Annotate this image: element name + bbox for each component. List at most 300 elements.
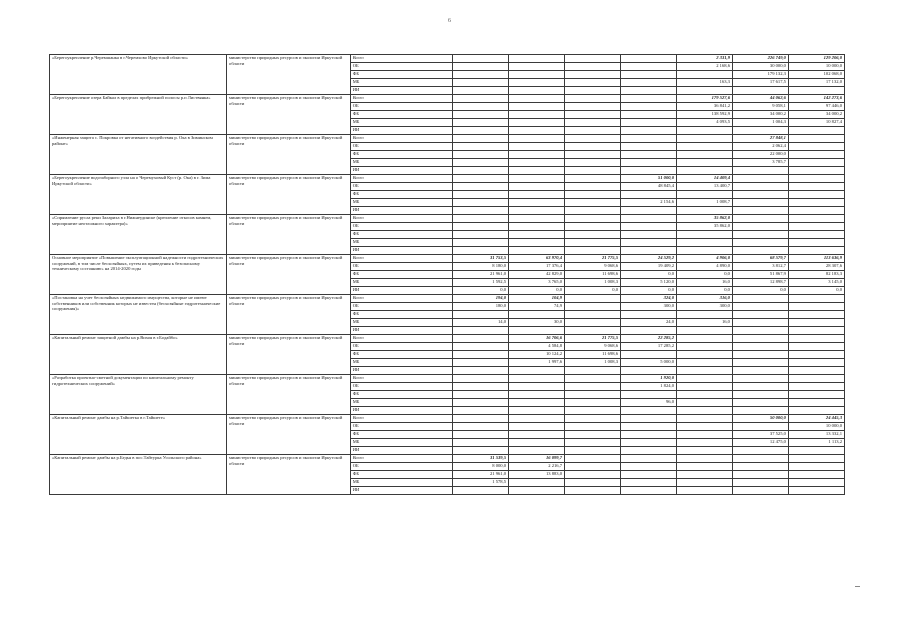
year-amount: 324,0 bbox=[621, 295, 677, 303]
funding-source: Всего bbox=[350, 375, 452, 383]
year-amount: 21 775,5 bbox=[565, 335, 621, 343]
year-amount: 0,0 bbox=[621, 287, 677, 295]
year-amount bbox=[677, 375, 733, 383]
year-amount: 30,0 bbox=[509, 319, 565, 327]
year-amount: 17 132,0 bbox=[788, 79, 844, 87]
funding-source: ОБ bbox=[350, 423, 452, 431]
year-amount bbox=[565, 111, 621, 119]
year-amount bbox=[621, 471, 677, 479]
year-amount: 17 617,5 bbox=[732, 79, 788, 87]
year-amount: 36 841,2 bbox=[677, 103, 733, 111]
measure-name: «Инженерная защита с. Покровка от негативного воздействия р. Ока в Зиминском районе» bbox=[50, 135, 227, 175]
table-row bbox=[50, 335, 845, 343]
year-amount: 9 058,1 bbox=[732, 103, 788, 111]
year-amount bbox=[788, 375, 844, 383]
year-amount bbox=[621, 111, 677, 119]
year-amount: 24 445,3 bbox=[788, 415, 844, 423]
responsible-executor: министерство природных ресурсов и экологии Иркутской области bbox=[227, 215, 351, 255]
year-amount bbox=[788, 231, 844, 239]
year-amount: 4 906,0 bbox=[677, 255, 733, 263]
year-amount: 96,0 bbox=[621, 399, 677, 407]
year-amount bbox=[565, 415, 621, 423]
table-row bbox=[50, 455, 845, 463]
year-amount bbox=[453, 391, 509, 399]
year-amount bbox=[788, 383, 844, 391]
page-number: 6 bbox=[448, 18, 451, 24]
funding-source: ИИ bbox=[350, 367, 452, 375]
year-amount: 31 753,5 bbox=[453, 255, 509, 263]
year-amount bbox=[677, 439, 733, 447]
year-amount: 3 765,0 bbox=[509, 279, 565, 287]
year-amount: 5 120,0 bbox=[621, 279, 677, 287]
year-amount bbox=[565, 447, 621, 455]
year-amount: 27 848,1 bbox=[732, 135, 788, 143]
year-amount bbox=[621, 407, 677, 415]
year-amount bbox=[788, 479, 844, 487]
year-amount: 2 216,7 bbox=[509, 463, 565, 471]
year-amount: 113 636,9 bbox=[788, 255, 844, 263]
year-amount bbox=[509, 239, 565, 247]
year-amount: 17 376,4 bbox=[509, 263, 565, 271]
year-amount bbox=[453, 407, 509, 415]
year-amount bbox=[565, 455, 621, 463]
year-amount: 0,0 bbox=[453, 287, 509, 295]
year-amount: 179 527,6 bbox=[677, 95, 733, 103]
year-amount bbox=[732, 199, 788, 207]
year-amount bbox=[621, 167, 677, 175]
table-row bbox=[50, 295, 845, 303]
year-amount: 16 706,6 bbox=[509, 335, 565, 343]
responsible-executor: министерство природных ресурсов и экологии Иркутской области bbox=[227, 375, 351, 415]
year-amount bbox=[621, 215, 677, 223]
year-amount bbox=[788, 175, 844, 183]
funding-source: Всего bbox=[350, 295, 452, 303]
year-amount: 1 113,2 bbox=[788, 439, 844, 447]
year-amount bbox=[732, 191, 788, 199]
year-amount bbox=[788, 407, 844, 415]
year-amount bbox=[453, 399, 509, 407]
funding-source: ИИ bbox=[350, 287, 452, 295]
year-amount bbox=[621, 63, 677, 71]
year-amount bbox=[453, 71, 509, 79]
year-amount bbox=[621, 95, 677, 103]
year-amount bbox=[788, 127, 844, 135]
year-amount: 16,0 bbox=[677, 279, 733, 287]
year-amount bbox=[732, 223, 788, 231]
year-amount bbox=[732, 367, 788, 375]
year-amount: 34 000,2 bbox=[732, 111, 788, 119]
year-amount bbox=[453, 383, 509, 391]
year-amount bbox=[565, 391, 621, 399]
year-amount bbox=[621, 327, 677, 335]
year-amount bbox=[565, 175, 621, 183]
year-amount bbox=[677, 167, 733, 175]
year-amount bbox=[565, 367, 621, 375]
year-amount: 4 584,8 bbox=[509, 343, 565, 351]
year-amount bbox=[788, 247, 844, 255]
year-amount: 4 093,5 bbox=[677, 119, 733, 127]
year-amount bbox=[509, 479, 565, 487]
year-amount bbox=[565, 87, 621, 95]
year-amount: 17 285,2 bbox=[621, 343, 677, 351]
funding-source: ФБ bbox=[350, 191, 452, 199]
year-amount bbox=[509, 159, 565, 167]
measure-name: «Постановка на учет бесхозяйных недвижимого имущества, которые не имеют собственников или собственник которых не известен (бесхозяйные гидротехнические сооружения)» bbox=[50, 295, 227, 335]
year-amount bbox=[509, 71, 565, 79]
year-amount bbox=[565, 79, 621, 87]
year-amount bbox=[509, 111, 565, 119]
year-amount bbox=[621, 151, 677, 159]
year-amount bbox=[677, 343, 733, 351]
measure-name: «Капитальный ремонт дамбы на р.Тайшетка в г.Тайшете» bbox=[50, 415, 227, 455]
year-amount bbox=[453, 415, 509, 423]
year-amount bbox=[788, 239, 844, 247]
year-amount bbox=[565, 143, 621, 151]
year-amount bbox=[453, 335, 509, 343]
year-amount: 2 168,6 bbox=[677, 63, 733, 71]
year-amount: 3 145,0 bbox=[788, 279, 844, 287]
year-amount bbox=[565, 311, 621, 319]
table-row bbox=[50, 135, 845, 143]
responsible-executor: министерство природных ресурсов и экологии Иркутской области bbox=[227, 95, 351, 135]
year-amount bbox=[788, 135, 844, 143]
year-amount bbox=[565, 207, 621, 215]
year-amount bbox=[788, 399, 844, 407]
year-amount: 0,0 bbox=[621, 271, 677, 279]
funding-source: ИИ bbox=[350, 247, 452, 255]
year-amount bbox=[509, 135, 565, 143]
funding-source: ФБ bbox=[350, 71, 452, 79]
year-amount bbox=[565, 295, 621, 303]
year-amount: 1 008,3 bbox=[565, 359, 621, 367]
year-amount bbox=[509, 103, 565, 111]
funding-source: Всего bbox=[350, 455, 452, 463]
year-amount bbox=[565, 55, 621, 63]
year-amount bbox=[565, 63, 621, 71]
year-amount bbox=[453, 375, 509, 383]
year-amount bbox=[509, 63, 565, 71]
year-amount: 1 578,5 bbox=[453, 479, 509, 487]
year-amount: 142 273,6 bbox=[788, 95, 844, 103]
year-amount: 14,0 bbox=[453, 319, 509, 327]
year-amount: 34 000,2 bbox=[788, 111, 844, 119]
year-amount bbox=[788, 87, 844, 95]
funding-source: ОБ bbox=[350, 383, 452, 391]
funding-source: МБ bbox=[350, 199, 452, 207]
year-amount bbox=[677, 151, 733, 159]
year-amount bbox=[565, 319, 621, 327]
year-amount: 37 525,0 bbox=[732, 431, 788, 439]
year-amount bbox=[453, 231, 509, 239]
year-amount bbox=[509, 407, 565, 415]
year-amount: 8 180,0 bbox=[453, 263, 509, 271]
year-amount bbox=[788, 359, 844, 367]
year-amount bbox=[565, 399, 621, 407]
year-amount bbox=[677, 471, 733, 479]
funding-source: МБ bbox=[350, 319, 452, 327]
measure-name: «Берегоукрепление озера Байкал в пределах прибрежной полосы р.п Листвянка» bbox=[50, 95, 227, 135]
year-amount: 13 400,7 bbox=[677, 183, 733, 191]
year-amount bbox=[621, 143, 677, 151]
year-amount: 13 883,0 bbox=[509, 471, 565, 479]
year-amount bbox=[621, 247, 677, 255]
year-amount bbox=[677, 431, 733, 439]
year-amount bbox=[565, 303, 621, 311]
year-amount bbox=[732, 391, 788, 399]
funding-source: ИИ bbox=[350, 207, 452, 215]
year-amount bbox=[565, 127, 621, 135]
year-amount: 0,0 bbox=[677, 287, 733, 295]
year-amount bbox=[565, 71, 621, 79]
year-amount: 9 068,6 bbox=[565, 343, 621, 351]
year-amount bbox=[565, 151, 621, 159]
year-amount bbox=[677, 191, 733, 199]
funding-source: Всего bbox=[350, 95, 452, 103]
year-amount bbox=[453, 239, 509, 247]
year-amount bbox=[565, 239, 621, 247]
year-amount bbox=[677, 479, 733, 487]
year-amount bbox=[509, 143, 565, 151]
funding-source: ФБ bbox=[350, 431, 452, 439]
year-amount bbox=[621, 455, 677, 463]
year-amount: 2 154,6 bbox=[621, 199, 677, 207]
year-amount bbox=[677, 447, 733, 455]
year-amount bbox=[621, 487, 677, 495]
year-amount bbox=[509, 151, 565, 159]
year-amount bbox=[509, 223, 565, 231]
year-amount bbox=[677, 367, 733, 375]
funding-source: МБ bbox=[350, 239, 452, 247]
year-amount bbox=[509, 167, 565, 175]
year-amount bbox=[788, 311, 844, 319]
year-amount bbox=[677, 87, 733, 95]
year-amount bbox=[453, 247, 509, 255]
year-amount bbox=[509, 327, 565, 335]
year-amount bbox=[621, 71, 677, 79]
year-amount: 163,3 bbox=[677, 79, 733, 87]
year-amount bbox=[453, 119, 509, 127]
year-amount bbox=[509, 247, 565, 255]
year-amount bbox=[621, 79, 677, 87]
year-amount bbox=[788, 159, 844, 167]
year-amount bbox=[677, 463, 733, 471]
year-amount bbox=[621, 159, 677, 167]
funding-source: ФБ bbox=[350, 271, 452, 279]
year-amount bbox=[509, 383, 565, 391]
year-amount: 2 331,9 bbox=[677, 55, 733, 63]
year-amount bbox=[677, 391, 733, 399]
year-amount bbox=[453, 439, 509, 447]
funding-source: МБ bbox=[350, 279, 452, 287]
year-amount bbox=[788, 223, 844, 231]
funding-source: МБ bbox=[350, 439, 452, 447]
year-amount: 82 183,3 bbox=[788, 271, 844, 279]
year-amount bbox=[509, 175, 565, 183]
year-amount bbox=[621, 391, 677, 399]
year-amount bbox=[621, 207, 677, 215]
year-amount: 24 529,2 bbox=[621, 255, 677, 263]
year-amount: 30 000,0 bbox=[732, 63, 788, 71]
year-amount: 35 862,0 bbox=[677, 215, 733, 223]
funding-source: ФБ bbox=[350, 311, 452, 319]
year-amount bbox=[509, 191, 565, 199]
year-amount bbox=[677, 423, 733, 431]
year-amount bbox=[453, 167, 509, 175]
table-body bbox=[50, 55, 845, 495]
scan-mark bbox=[855, 586, 860, 587]
year-amount bbox=[677, 359, 733, 367]
year-amount bbox=[621, 119, 677, 127]
year-amount: 42 829,0 bbox=[509, 271, 565, 279]
year-amount bbox=[788, 447, 844, 455]
funding-source: Всего bbox=[350, 215, 452, 223]
year-amount bbox=[621, 191, 677, 199]
year-amount bbox=[453, 95, 509, 103]
year-amount bbox=[677, 231, 733, 239]
responsible-executor: министерство природных ресурсов и экологии Иркутской области bbox=[227, 415, 351, 455]
year-amount bbox=[509, 199, 565, 207]
table-row bbox=[50, 255, 845, 263]
year-amount: 22 285,2 bbox=[621, 335, 677, 343]
funding-source: ОБ bbox=[350, 143, 452, 151]
responsible-executor: министерство природных ресурсов и экологии Иркутской области bbox=[227, 175, 351, 215]
year-amount bbox=[565, 103, 621, 111]
year-amount bbox=[453, 79, 509, 87]
year-amount: 3 812,7 bbox=[732, 263, 788, 271]
funding-source: МБ bbox=[350, 119, 452, 127]
year-amount bbox=[788, 215, 844, 223]
funding-source: ОБ bbox=[350, 183, 452, 191]
year-amount: 8 000,0 bbox=[453, 463, 509, 471]
year-amount bbox=[732, 303, 788, 311]
year-amount bbox=[565, 199, 621, 207]
year-amount bbox=[677, 135, 733, 143]
year-amount bbox=[732, 463, 788, 471]
year-amount: 51 867,9 bbox=[732, 271, 788, 279]
year-amount bbox=[677, 159, 733, 167]
year-amount bbox=[788, 343, 844, 351]
funding-source: ОБ bbox=[350, 263, 452, 271]
measure-name: «Разработка проектно-сметной документации по капитальному ремонту гидротехнических сооружений» bbox=[50, 375, 227, 415]
year-amount bbox=[509, 487, 565, 495]
year-amount: 16,0 bbox=[677, 319, 733, 327]
year-amount bbox=[677, 71, 733, 79]
year-amount bbox=[453, 199, 509, 207]
year-amount bbox=[453, 63, 509, 71]
year-amount bbox=[565, 215, 621, 223]
year-amount: 24,0 bbox=[621, 319, 677, 327]
year-amount: 129 206,0 bbox=[788, 55, 844, 63]
year-amount bbox=[565, 487, 621, 495]
year-amount: 74,9 bbox=[509, 303, 565, 311]
year-amount bbox=[509, 367, 565, 375]
year-amount: 31 539,5 bbox=[453, 455, 509, 463]
year-amount bbox=[621, 239, 677, 247]
year-amount: 102 068,0 bbox=[788, 71, 844, 79]
funding-source: Всего bbox=[350, 55, 452, 63]
responsible-executor: министерство природных ресурсов и экологии Иркутской области bbox=[227, 55, 351, 95]
year-amount bbox=[732, 247, 788, 255]
year-amount bbox=[677, 327, 733, 335]
year-amount bbox=[621, 55, 677, 63]
year-amount bbox=[509, 55, 565, 63]
year-amount bbox=[509, 311, 565, 319]
year-amount bbox=[565, 463, 621, 471]
year-amount: 22 000,0 bbox=[732, 151, 788, 159]
funding-source: Всего bbox=[350, 175, 452, 183]
year-amount: 97 446,0 bbox=[788, 103, 844, 111]
year-amount bbox=[509, 207, 565, 215]
year-amount: 0,0 bbox=[565, 287, 621, 295]
year-amount bbox=[677, 127, 733, 135]
year-amount bbox=[732, 167, 788, 175]
year-amount bbox=[732, 295, 788, 303]
year-amount bbox=[788, 487, 844, 495]
year-amount: 68 579,7 bbox=[732, 255, 788, 263]
year-amount: 11 698,6 bbox=[565, 351, 621, 359]
year-amount bbox=[621, 439, 677, 447]
year-amount: 16 099,7 bbox=[509, 455, 565, 463]
year-amount: 1 997,6 bbox=[509, 359, 565, 367]
year-amount bbox=[621, 135, 677, 143]
funding-source: МБ bbox=[350, 479, 452, 487]
year-amount bbox=[565, 439, 621, 447]
year-amount bbox=[453, 87, 509, 95]
budget-table bbox=[49, 54, 845, 495]
year-amount: 21 961,0 bbox=[453, 271, 509, 279]
year-amount: 2 062,4 bbox=[732, 143, 788, 151]
year-amount bbox=[621, 103, 677, 111]
funding-source: МБ bbox=[350, 159, 452, 167]
funding-source: ФБ bbox=[350, 351, 452, 359]
year-amount: 226 749,0 bbox=[732, 55, 788, 63]
year-amount bbox=[453, 175, 509, 183]
year-amount bbox=[565, 167, 621, 175]
year-amount bbox=[732, 447, 788, 455]
year-amount bbox=[509, 215, 565, 223]
year-amount: 21 775,5 bbox=[565, 255, 621, 263]
year-amount bbox=[453, 159, 509, 167]
funding-source: Всего bbox=[350, 415, 452, 423]
year-amount bbox=[677, 335, 733, 343]
year-amount: 35 862,0 bbox=[677, 223, 733, 231]
year-amount bbox=[788, 295, 844, 303]
year-amount bbox=[621, 447, 677, 455]
funding-source: ФБ bbox=[350, 231, 452, 239]
responsible-executor: министерство природных ресурсов и экологии Иркутской области bbox=[227, 335, 351, 375]
year-amount bbox=[621, 231, 677, 239]
year-amount: 0,0 bbox=[732, 287, 788, 295]
year-amount bbox=[509, 127, 565, 135]
year-amount bbox=[788, 463, 844, 471]
funding-source: ИИ bbox=[350, 87, 452, 95]
year-amount bbox=[565, 247, 621, 255]
funding-source: Всего bbox=[350, 135, 452, 143]
year-amount: 5 000,0 bbox=[621, 359, 677, 367]
year-amount bbox=[788, 391, 844, 399]
year-amount: 51 000,0 bbox=[621, 175, 677, 183]
year-amount bbox=[732, 335, 788, 343]
year-amount bbox=[453, 127, 509, 135]
year-amount bbox=[453, 351, 509, 359]
year-amount bbox=[565, 183, 621, 191]
year-amount bbox=[788, 207, 844, 215]
year-amount bbox=[788, 143, 844, 151]
year-amount bbox=[677, 407, 733, 415]
year-amount bbox=[788, 327, 844, 335]
year-amount bbox=[732, 351, 788, 359]
year-amount: 21 961,0 bbox=[453, 471, 509, 479]
